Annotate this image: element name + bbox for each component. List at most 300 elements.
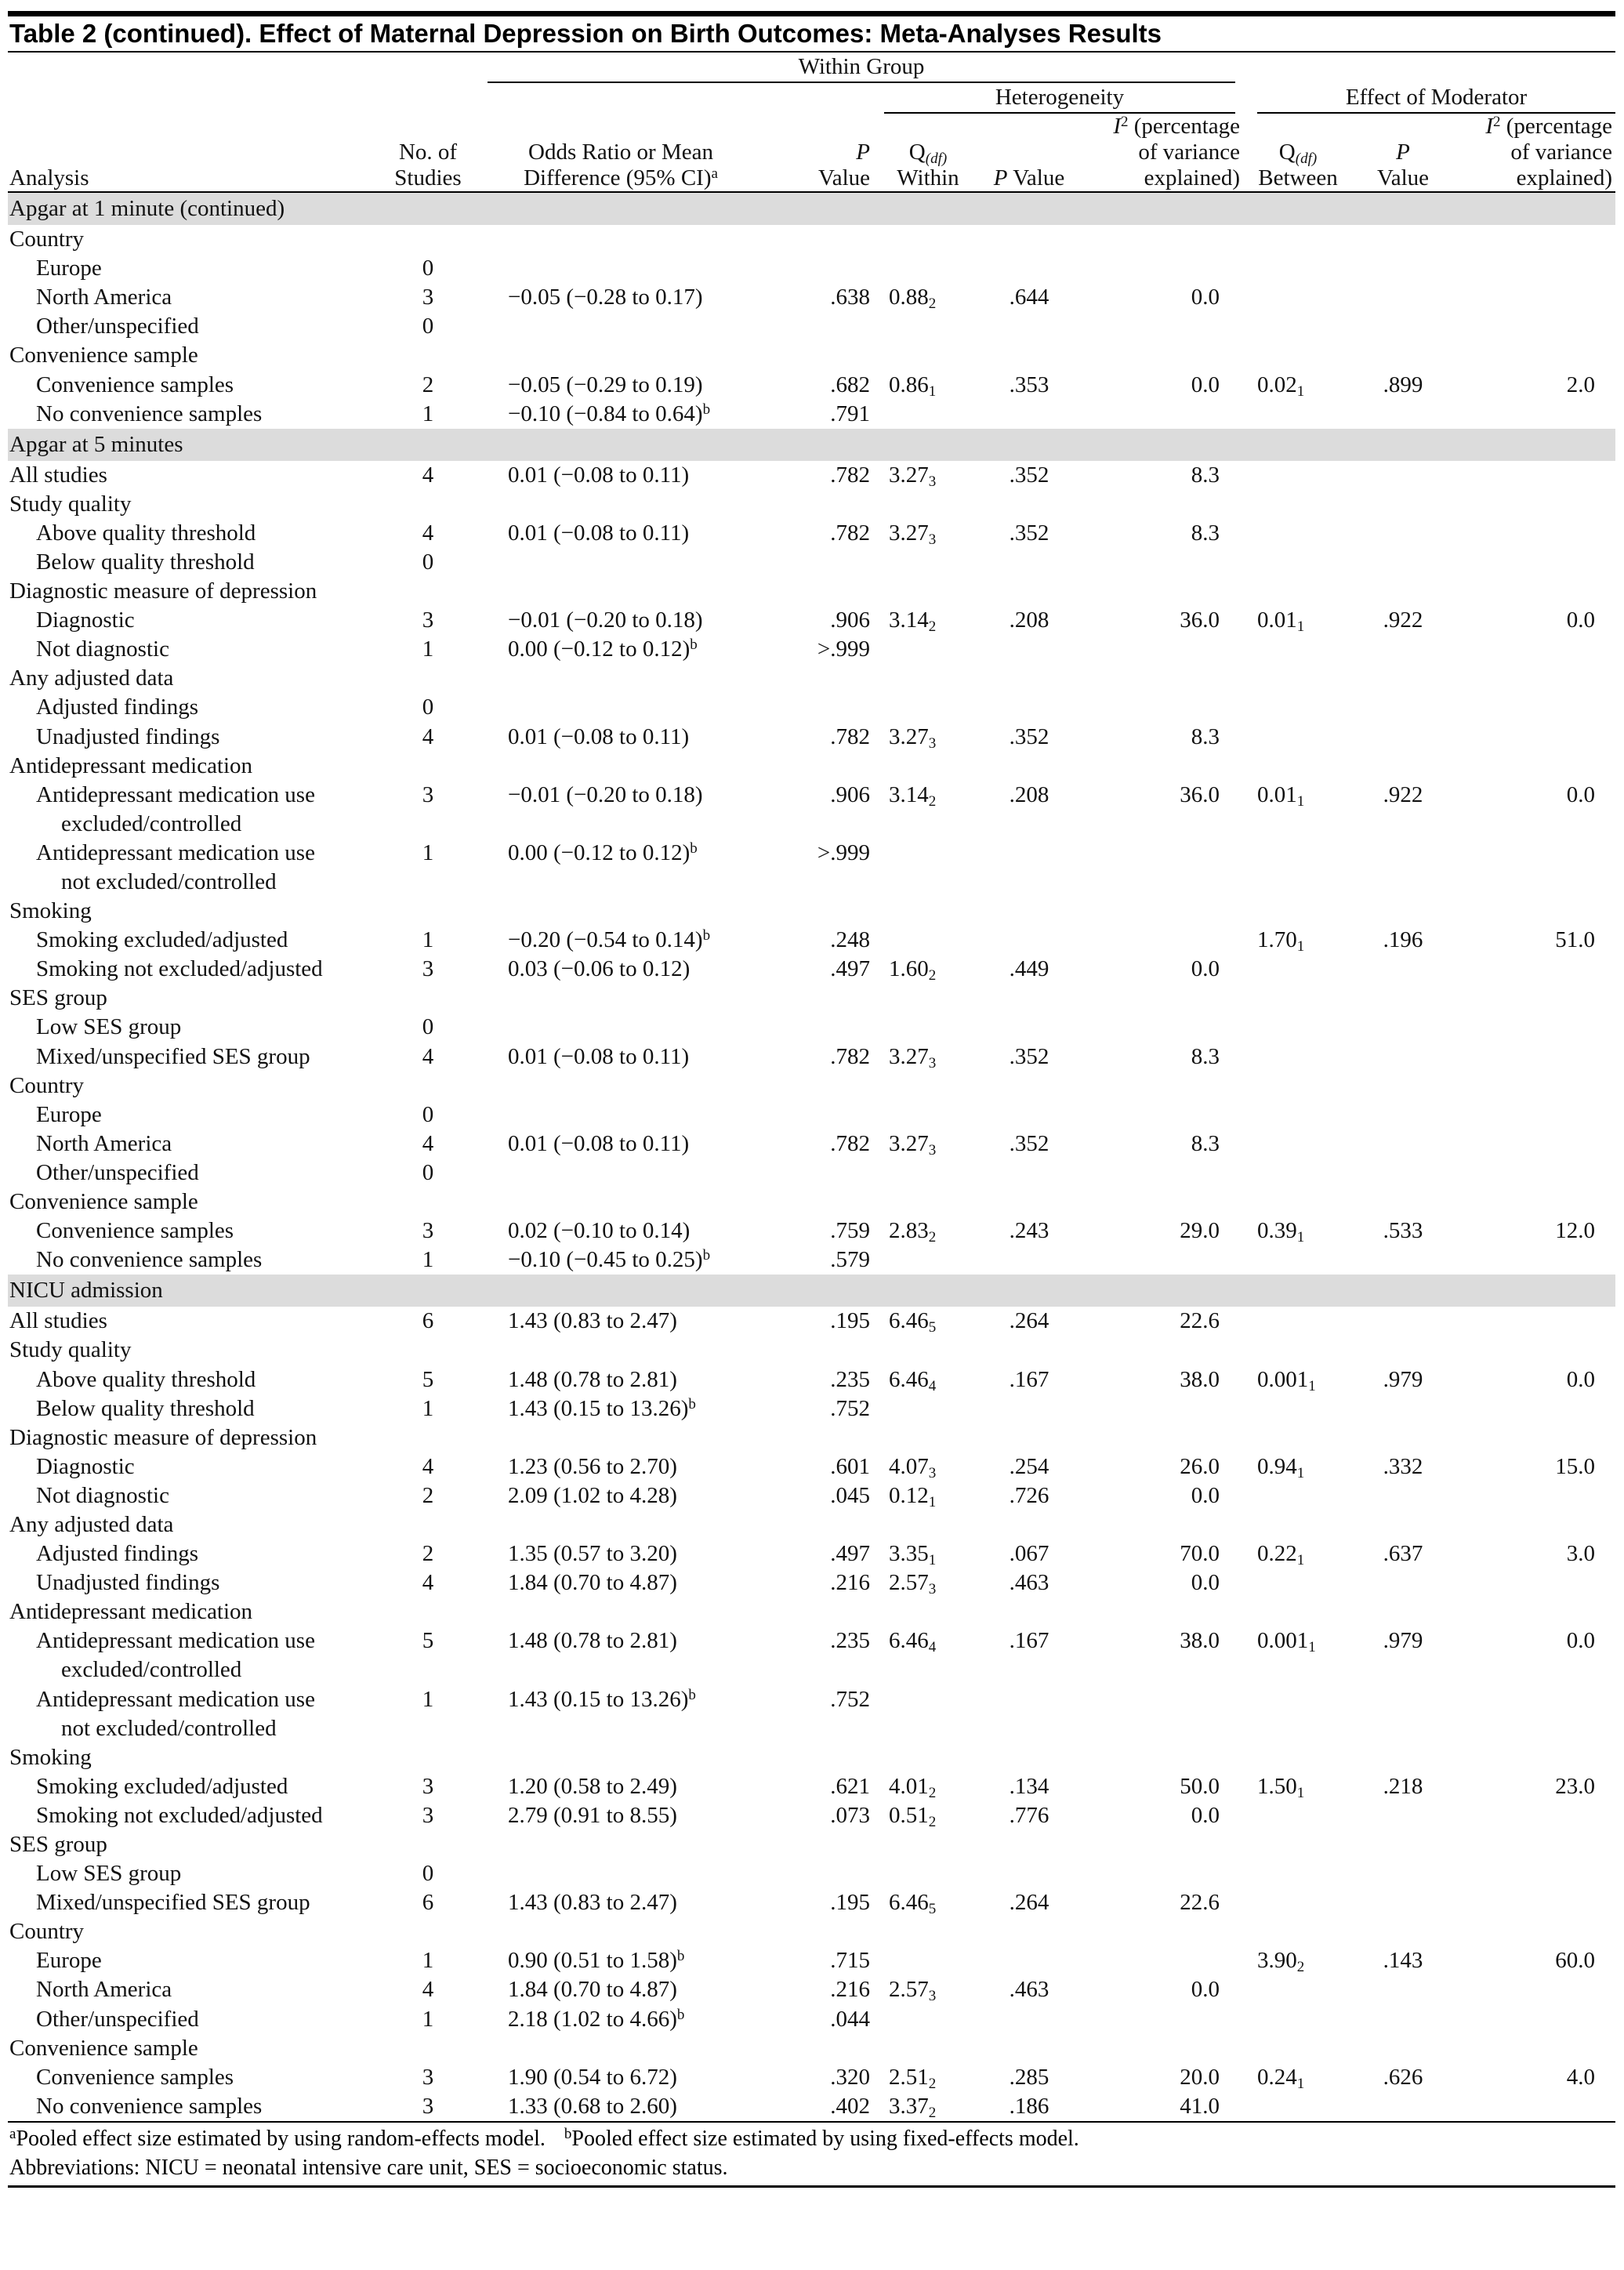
cell-odds-ratio: 0.02 (−0.10 to 0.14) <box>508 1218 691 1244</box>
cell-mod-p-value <box>1353 1743 1453 1772</box>
row-label: Unadjusted findings <box>36 723 220 749</box>
cell-q-between: $0.22_1$ <box>1257 1541 1305 1569</box>
cell-q-between <box>1243 254 1353 283</box>
cell-q-within <box>875 1655 981 1684</box>
cell-p-value <box>763 1597 875 1626</box>
cell-odds-ratio <box>478 693 763 722</box>
cell-no-studies: 0 <box>422 256 434 281</box>
cell-no-studies: 3 <box>422 607 434 633</box>
cell-q-within: $0.86_1$ <box>889 372 937 400</box>
cell-p-value: .044 <box>830 2006 870 2032</box>
cell-mod-i2 <box>1453 1888 1615 1917</box>
cell-odds-ratio <box>478 1714 763 1743</box>
cell-het-p-value: .352 <box>1009 520 1049 546</box>
cell-p-value: .782 <box>830 1130 870 1156</box>
cell-q-within: $1.60_2$ <box>889 956 937 985</box>
cell-mod-p-value: .143 <box>1383 1948 1423 1974</box>
cell-no-studies <box>378 1917 478 1946</box>
cell-p-value <box>763 664 875 693</box>
cell-q-between: $1.70_1$ <box>1257 927 1305 956</box>
cell-het-p-value: .449 <box>1009 956 1049 982</box>
cell-mod-i2 <box>1453 868 1615 897</box>
row-label: North America <box>36 285 172 310</box>
cell-het-p-value <box>981 752 1077 781</box>
cell-i2 <box>1077 984 1243 1013</box>
cell-het-p-value <box>981 1072 1077 1101</box>
cell-mod-p-value <box>1353 1013 1453 1042</box>
cell-mod-p-value <box>1353 341 1453 370</box>
cell-i2 <box>1077 1946 1243 1975</box>
continuation-row <box>8 868 1615 897</box>
cell-q-within <box>875 1013 981 1042</box>
cell-mod-p-value <box>1353 635 1453 664</box>
cell-het-p-value <box>981 984 1077 1013</box>
cell-odds-ratio: 1.23 (0.56 to 2.70) <box>508 1453 677 1479</box>
footnote-a: Pooled effect size estimated by using random-effects model. <box>16 2126 546 2151</box>
col-q-within: $Q_{(df)}$ Within <box>875 114 981 192</box>
cell-het-p-value <box>981 926 1077 955</box>
table-row <box>8 283 1615 312</box>
cell-p-value: .248 <box>830 927 870 953</box>
cell-odds-ratio: 0.01 (−0.08 to 0.11) <box>508 520 690 546</box>
group-row <box>8 1336 1615 1365</box>
table-row <box>8 1888 1615 1917</box>
table-row <box>8 635 1615 664</box>
cell-q-within: $3.27_3$ <box>889 462 937 490</box>
cell-p-value: .601 <box>830 1453 870 1479</box>
cell-q-within: $3.37_2$ <box>875 2092 981 2122</box>
row-label: not excluded/controlled <box>61 869 277 895</box>
table-row <box>8 955 1615 984</box>
cell-no-studies: 2 <box>422 372 434 397</box>
cell-q-between <box>1243 2034 1353 2063</box>
cell-mod-p-value: .979 <box>1383 1628 1423 1654</box>
bottom-rule <box>8 2185 1615 2188</box>
cell-q-within <box>875 1685 981 1714</box>
row-label: Diagnostic measure of depression <box>9 1424 317 1450</box>
row-label: Below quality threshold <box>36 1395 255 1421</box>
cell-mod-i2 <box>1453 635 1615 664</box>
cell-odds-ratio <box>478 577 763 606</box>
cell-p-value: .682 <box>830 372 870 397</box>
cell-mod-p-value <box>1353 868 1453 897</box>
col-analysis: Analysis <box>8 114 378 192</box>
cell-i2 <box>1077 225 1243 254</box>
cell-no-studies: 4 <box>422 1570 434 1596</box>
row-label: Diagnostic <box>36 607 135 633</box>
cell-p-value: .782 <box>830 462 870 488</box>
cell-odds-ratio <box>478 868 763 897</box>
cell-i2: 0.0 <box>1191 1977 1220 2003</box>
cell-mod-p-value <box>1353 400 1453 429</box>
row-label: Smoking excluded/adjusted <box>36 1773 288 1799</box>
group-row <box>8 664 1615 693</box>
cell-mod-p-value <box>1353 1655 1453 1684</box>
row-label: Europe <box>36 1101 102 1127</box>
cell-q-between <box>1243 693 1353 722</box>
cell-i2: 0.0 <box>1191 956 1220 982</box>
cell-p-value: .195 <box>830 1308 870 1334</box>
cell-mod-p-value <box>1353 312 1453 341</box>
cell-het-p-value <box>981 1510 1077 1539</box>
cell-q-within: $3.27_3$ <box>889 723 937 752</box>
cell-i2 <box>1077 490 1243 519</box>
cell-odds-ratio: 1.33 (0.68 to 2.60) <box>478 2092 763 2122</box>
table-row <box>8 370 1615 399</box>
cell-mod-p-value <box>1353 2092 1453 2122</box>
group-row <box>8 577 1615 606</box>
cell-mod-i2 <box>1453 810 1615 839</box>
cell-q-within <box>875 1597 981 1626</box>
group-row <box>8 984 1615 1013</box>
cell-no-studies: 3 <box>378 2092 478 2122</box>
cell-het-p-value <box>981 868 1077 897</box>
cell-q-within <box>875 1101 981 1130</box>
cell-no-studies <box>378 1072 478 1101</box>
cell-i2 <box>1077 1072 1243 1101</box>
cell-no-studies <box>378 984 478 1013</box>
table-row <box>8 1946 1615 1975</box>
cell-odds-ratio <box>478 810 763 839</box>
cell-het-p-value <box>981 839 1077 868</box>
cell-mod-i2 <box>1453 664 1615 693</box>
cell-no-studies <box>378 1830 478 1859</box>
cell-mod-p-value: .218 <box>1383 1773 1423 1799</box>
cell-i2: 22.6 <box>1180 1308 1220 1334</box>
cell-q-between <box>1243 1188 1353 1217</box>
table-row <box>8 1043 1615 1072</box>
cell-odds-ratio <box>478 1859 763 1888</box>
section-header-row <box>8 192 1615 225</box>
cell-het-p-value: .243 <box>1009 1218 1049 1244</box>
cell-mod-p-value <box>1353 1307 1453 1336</box>
cell-mod-i2: 12.0 <box>1555 1218 1595 1244</box>
cell-het-p-value <box>981 1917 1077 1946</box>
cell-q-between <box>1243 400 1353 429</box>
cell-q-within: $3.14_2$ <box>889 781 937 810</box>
cell-p-value <box>763 548 875 577</box>
cell-q-between <box>1243 1714 1353 1743</box>
cell-odds-ratio: 1.48 (0.78 to 2.81) <box>508 1366 677 1392</box>
cell-p-value: .497 <box>830 956 870 982</box>
cell-q-within <box>875 839 981 868</box>
cell-mod-p-value <box>1353 1917 1453 1946</box>
cell-odds-ratio: −0.10 (−0.84 to 0.64)$^b$ <box>508 401 711 426</box>
cell-no-studies: 1 <box>422 636 434 662</box>
cell-mod-p-value <box>1353 490 1453 519</box>
cell-p-value <box>763 490 875 519</box>
continuation-row <box>8 1655 1615 1684</box>
continuation-row <box>8 810 1615 839</box>
cell-q-between <box>1243 1159 1353 1188</box>
cell-no-studies: 1 <box>422 1686 434 1712</box>
cell-i2 <box>1077 2005 1243 2034</box>
cell-no-studies: 4 <box>422 1043 434 1069</box>
cell-het-p-value: .352 <box>1009 1130 1049 1156</box>
cell-no-studies <box>378 341 478 370</box>
row-label: Antidepressant medication <box>9 1599 253 1625</box>
cell-q-between <box>1243 1013 1353 1042</box>
cell-q-between <box>1243 897 1353 926</box>
col-odds-ratio: Odds Ratio or Mean Difference (95% CI)$^a$ <box>478 114 763 192</box>
cell-het-p-value: .285 <box>1009 2064 1049 2090</box>
cell-i2: 36.0 <box>1180 781 1220 807</box>
cell-odds-ratio: 1.43 (0.83 to 2.47) <box>508 1890 677 1916</box>
cell-no-studies: 4 <box>422 1453 434 1479</box>
table-row <box>8 2063 1615 2092</box>
row-label: Below quality threshold <box>36 549 255 575</box>
group-row <box>8 225 1615 254</box>
cell-mod-i2 <box>1453 1859 1615 1888</box>
table-row <box>8 606 1615 635</box>
cell-mod-p-value <box>1353 752 1453 781</box>
col-het-p-value: P Value <box>981 114 1077 192</box>
cell-odds-ratio <box>478 1597 763 1626</box>
cell-odds-ratio <box>478 490 763 519</box>
cell-i2 <box>1077 1655 1243 1684</box>
cell-i2 <box>1077 1013 1243 1042</box>
cell-mod-i2 <box>1453 1130 1615 1159</box>
group-row <box>8 897 1615 926</box>
cell-p-value: .235 <box>830 1366 870 1392</box>
cell-mod-p-value: .533 <box>1383 1218 1423 1244</box>
cell-het-p-value: .208 <box>1009 781 1049 807</box>
row-label: Convenience sample <box>9 1189 198 1215</box>
cell-het-p-value <box>981 1655 1077 1684</box>
cell-odds-ratio: 1.20 (0.58 to 2.49) <box>508 1773 677 1799</box>
cell-mod-i2 <box>1453 839 1615 868</box>
cell-i2 <box>1077 1188 1243 1217</box>
cell-q-between <box>1243 461 1353 490</box>
row-label: Study quality <box>9 1337 132 1363</box>
cell-q-within <box>875 1917 981 1946</box>
cell-mod-p-value <box>1353 1188 1453 1217</box>
cell-q-within: $4.01_2$ <box>889 1773 937 1801</box>
cell-mod-p-value <box>1353 693 1453 722</box>
cell-mod-i2 <box>1453 577 1615 606</box>
cell-q-between: $0.39_1$ <box>1257 1218 1305 1246</box>
cell-p-value: .195 <box>830 1890 870 1916</box>
cell-q-within <box>875 868 981 897</box>
cell-mod-i2 <box>1453 2092 1615 2122</box>
table-row <box>8 1772 1615 1801</box>
cell-het-p-value: .463 <box>1009 1977 1049 2003</box>
cell-q-between <box>1243 1481 1353 1510</box>
cell-no-studies: 2 <box>422 1541 434 1567</box>
cell-mod-i2 <box>1453 752 1615 781</box>
cell-i2 <box>1077 1510 1243 1539</box>
cell-het-p-value: .134 <box>1009 1773 1049 1799</box>
cell-odds-ratio: −0.10 (−0.45 to 0.25)$^b$ <box>508 1247 711 1273</box>
cell-mod-i2 <box>1453 723 1615 752</box>
cell-mod-p-value <box>1353 723 1453 752</box>
cell-q-within <box>875 225 981 254</box>
table-row <box>8 254 1615 283</box>
cell-q-between <box>1243 2092 1353 2122</box>
row-label: Convenience samples <box>36 372 234 397</box>
cell-q-within: $3.27_3$ <box>889 1043 937 1072</box>
col-q-between: $Q_{(df)}$ Between <box>1243 114 1353 192</box>
cell-q-within: $0.51_2$ <box>889 1802 937 1830</box>
cell-odds-ratio: −0.05 (−0.28 to 0.17) <box>508 285 703 310</box>
row-label: Antidepressant medication use <box>36 839 315 865</box>
cell-odds-ratio: 1.84 (0.70 to 4.87) <box>508 1570 677 1596</box>
cell-p-value <box>763 897 875 926</box>
cell-q-within <box>875 490 981 519</box>
cell-q-within <box>875 635 981 664</box>
cell-mod-i2: 2.0 <box>1566 372 1595 397</box>
row-label: Any adjusted data <box>9 665 174 691</box>
cell-q-between: $0.24_1$ <box>1257 2064 1305 2092</box>
table-row <box>8 1159 1615 1188</box>
cell-i2 <box>1077 254 1243 283</box>
table-row <box>8 781 1615 810</box>
cell-i2 <box>1077 341 1243 370</box>
cell-q-within <box>875 752 981 781</box>
cell-q-within <box>875 548 981 577</box>
cell-odds-ratio: 2.09 (1.02 to 4.28) <box>508 1482 677 1508</box>
cell-q-within: $2.57_3$ <box>889 1570 937 1598</box>
cell-i2: 36.0 <box>1180 607 1220 633</box>
cell-mod-i2: 0.0 <box>1566 1366 1595 1392</box>
col-no-studies: No. of Studies <box>378 114 478 192</box>
cell-p-value: .073 <box>830 1802 870 1828</box>
group-row <box>8 1917 1615 1946</box>
cell-i2: 0.0 <box>1191 1570 1220 1596</box>
cell-q-between <box>1243 984 1353 1013</box>
table-row <box>8 1626 1615 1655</box>
row-label: Antidepressant medication <box>9 752 253 778</box>
cell-no-studies: 3 <box>422 2064 434 2090</box>
cell-p-value: .752 <box>830 1686 870 1712</box>
cell-i2 <box>1077 868 1243 897</box>
cell-p-value: .497 <box>830 1541 870 1567</box>
cell-p-value: .906 <box>830 781 870 807</box>
cell-p-value <box>763 312 875 341</box>
cell-mod-i2: 4.0 <box>1566 2064 1595 2090</box>
cell-q-between: $3.90_2$ <box>1257 1948 1305 1976</box>
cell-het-p-value <box>981 1336 1077 1365</box>
footnote-b: Pooled effect size estimated by using fixed-effects model. <box>571 2126 1079 2151</box>
cell-mod-p-value <box>1353 2005 1453 2034</box>
cell-mod-p-value <box>1353 1888 1453 1917</box>
cell-i2 <box>1077 664 1243 693</box>
group-row <box>8 752 1615 781</box>
cell-mod-p-value <box>1353 1336 1453 1365</box>
cell-het-p-value <box>981 1394 1077 1423</box>
cell-no-studies <box>378 1510 478 1539</box>
cell-odds-ratio <box>478 254 763 283</box>
cell-mod-i2: 0.0 <box>1566 607 1595 633</box>
cell-mod-i2 <box>1453 1246 1615 1275</box>
table-row <box>8 1013 1615 1042</box>
cell-mod-p-value <box>1353 839 1453 868</box>
table-row <box>8 693 1615 722</box>
cell-no-studies <box>378 1423 478 1452</box>
cell-het-p-value: .167 <box>1009 1366 1049 1392</box>
cell-i2 <box>1077 926 1243 955</box>
cell-q-between <box>1243 1685 1353 1714</box>
cell-odds-ratio: 2.79 (0.91 to 8.55) <box>508 1802 677 1828</box>
footnote-line: $^a$Pooled effect size estimated by using random-effects model. $^b$Pooled effect size estimated by using fixed-effects model. <box>9 2125 1079 2151</box>
cell-mod-i2: 0.0 <box>1566 1628 1595 1654</box>
cell-odds-ratio <box>478 1917 763 1946</box>
cell-p-value <box>763 1714 875 1743</box>
within-group-header: Within Group <box>488 53 1235 83</box>
cell-mod-p-value: .922 <box>1383 781 1423 807</box>
cell-q-between <box>1243 752 1353 781</box>
cell-het-p-value <box>981 810 1077 839</box>
cell-no-studies: 3 <box>422 956 434 982</box>
cell-het-p-value <box>981 312 1077 341</box>
cell-i2 <box>1077 1101 1243 1130</box>
cell-mod-i2 <box>1453 1685 1615 1714</box>
cell-q-between <box>1243 868 1353 897</box>
cell-i2 <box>1077 1159 1243 1188</box>
cell-no-studies: 0 <box>422 1014 434 1040</box>
cell-odds-ratio <box>478 664 763 693</box>
cell-het-p-value <box>981 635 1077 664</box>
effect-of-moderator-header: Effect of Moderator <box>1257 83 1615 114</box>
group-row <box>8 490 1615 519</box>
cell-odds-ratio <box>478 1013 763 1042</box>
cell-odds-ratio <box>478 752 763 781</box>
cell-q-within: $4.07_3$ <box>889 1453 937 1481</box>
cell-het-p-value: .644 <box>1009 285 1049 310</box>
row-label: No convenience samples <box>8 2092 378 2122</box>
cell-het-p-value <box>981 1246 1077 1275</box>
table-title: Table 2 (continued). Effect of Maternal Depression on Birth Outcomes: Meta-Analyses Results <box>8 16 1615 53</box>
cell-p-value <box>763 810 875 839</box>
cell-odds-ratio <box>478 2034 763 2063</box>
cell-no-studies: 3 <box>422 1802 434 1828</box>
cell-q-between <box>1243 1394 1353 1423</box>
table-page <box>8 11 1615 2188</box>
results-table <box>8 53 1615 2123</box>
cell-mod-p-value: .196 <box>1383 927 1423 953</box>
row-label: Adjusted findings <box>36 694 199 720</box>
cell-mod-i2 <box>1453 1481 1615 1510</box>
cell-odds-ratio <box>478 1336 763 1365</box>
cell-no-studies <box>378 1743 478 1772</box>
cell-q-between <box>1243 839 1353 868</box>
cell-mod-i2: 3.0 <box>1566 1541 1595 1567</box>
group-row <box>8 1423 1615 1452</box>
cell-no-studies <box>378 752 478 781</box>
cell-p-value <box>763 1101 875 1130</box>
cell-i2: 22.6 <box>1180 1890 1220 1916</box>
cell-p-value <box>763 341 875 370</box>
cell-i2 <box>1077 1336 1243 1365</box>
cell-mod-i2 <box>1453 1714 1615 1743</box>
table-row <box>8 1365 1615 1394</box>
cell-odds-ratio: −0.05 (−0.29 to 0.19) <box>508 372 703 397</box>
cell-odds-ratio: 0.01 (−0.08 to 0.11) <box>508 1043 690 1069</box>
table-row <box>8 2092 1615 2122</box>
table-row <box>8 1452 1615 1481</box>
cell-mod-p-value: .626 <box>1383 2064 1423 2090</box>
cell-no-studies: 1 <box>422 839 434 865</box>
cell-mod-i2: 15.0 <box>1555 1453 1595 1479</box>
cell-mod-i2 <box>1453 1013 1615 1042</box>
cell-q-between <box>1243 1917 1353 1946</box>
row-label: North America <box>36 1130 172 1156</box>
cell-odds-ratio <box>478 548 763 577</box>
row-label: Other/unspecified <box>36 2006 199 2032</box>
cell-odds-ratio <box>478 1830 763 1859</box>
cell-i2: 8.3 <box>1191 520 1220 546</box>
cell-mod-p-value <box>1353 1801 1453 1830</box>
